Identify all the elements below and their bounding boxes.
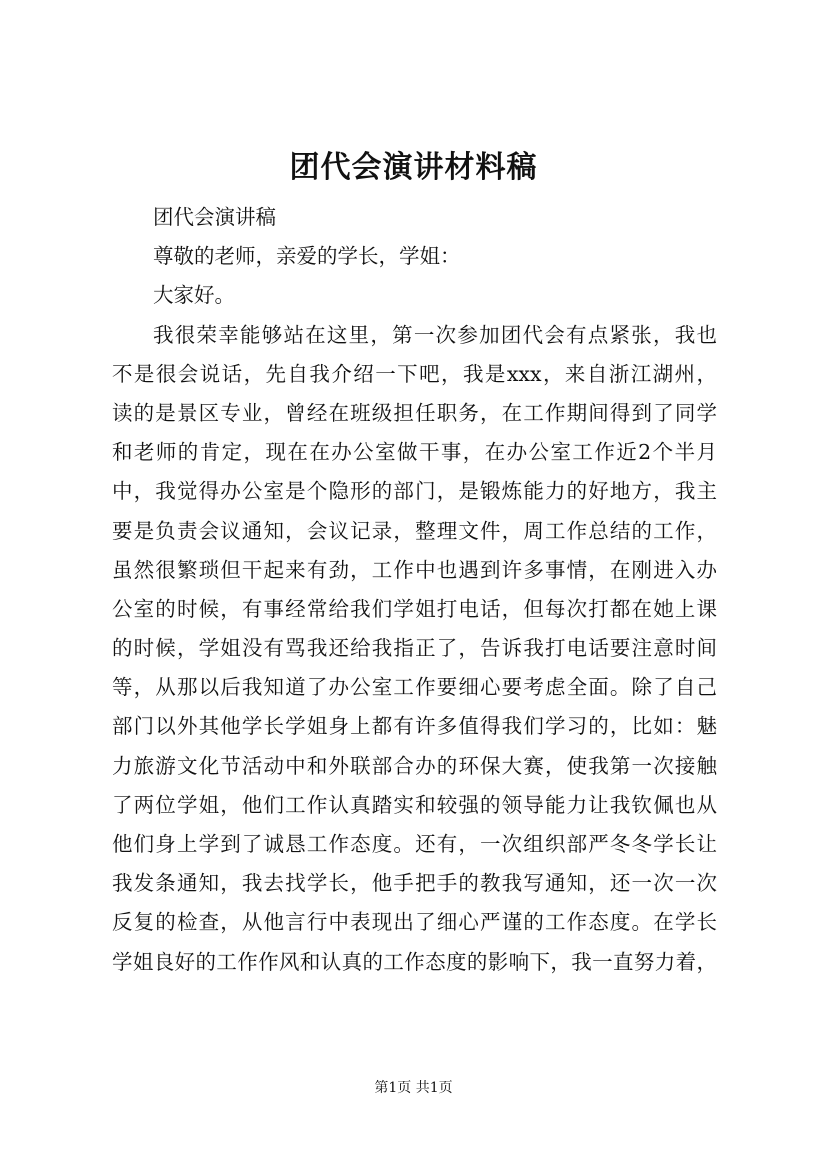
text-line: 部门以外其他学长学姐身上都有许多值得我们学习的，比如：魅 <box>112 714 717 739</box>
text-line: 我很荣幸能够站在这里，第一次参加团代会有点紧张，我也 <box>153 322 717 347</box>
text-line: 尊敬的老师，亲爱的学长，学姐： <box>153 244 461 269</box>
text-line: 他们身上学到了诚恳工作态度。还有，一次组织部严冬冬学长让 <box>112 832 717 856</box>
text-line: 反复的检查，从他言行中表现出了细心严谨的工作态度。在学长 <box>112 910 717 935</box>
text-line: 和老师的肯定，现在在办公室做干事，在办公室工作近2个半月 <box>112 440 717 465</box>
document-body <box>112 198 717 982</box>
text-line: 读的是景区专业，曾经在班级担任职务，在工作期间得到了同学 <box>112 400 717 425</box>
document-title: 团代会演讲材料稿 <box>289 150 538 185</box>
text-line: 了两位学姐，他们工作认真踏实和较强的领导能力让我钦佩也从 <box>112 792 717 817</box>
text-line: 公室的时候，有事经常给我们学姐打电话，但每次打都在她上课 <box>112 596 717 621</box>
text-line: 不是很会说话，先自我介绍一下吧，我是xxx，来自浙江湖州， <box>112 361 717 386</box>
text-line: 要是负责会议通知，会议记录，整理文件，周工作总结的工作， <box>112 518 717 543</box>
text-line: 虽然很繁琐但干起来有劲，工作中也遇到许多事情，在刚进入办 <box>112 557 717 582</box>
text-line: 大家好。 <box>153 283 235 308</box>
text-line: 团代会演讲稿 <box>153 205 276 229</box>
text-line: 力旅游文化节活动中和外联部合办的环保大赛，使我第一次接触 <box>112 753 717 778</box>
page-footer: 第1页 共1页 <box>374 1080 453 1096</box>
text-line: 的时候，学姐没有骂我还给我指正了，告诉我打电话要注意时间 <box>112 636 717 661</box>
text-line: 等，从那以后我知道了办公室工作要细心要考虑全面。除了自己 <box>112 675 717 700</box>
text-line: 学姐良好的工作作风和认真的工作态度的影响下，我一直努力着， <box>112 949 717 974</box>
text-line: 中，我觉得办公室是个隐形的部门，是锻炼能力的好地方，我主 <box>112 479 717 504</box>
text-line: 我发条通知，我去找学长，他手把手的教我写通知，还一次一次 <box>112 871 717 896</box>
